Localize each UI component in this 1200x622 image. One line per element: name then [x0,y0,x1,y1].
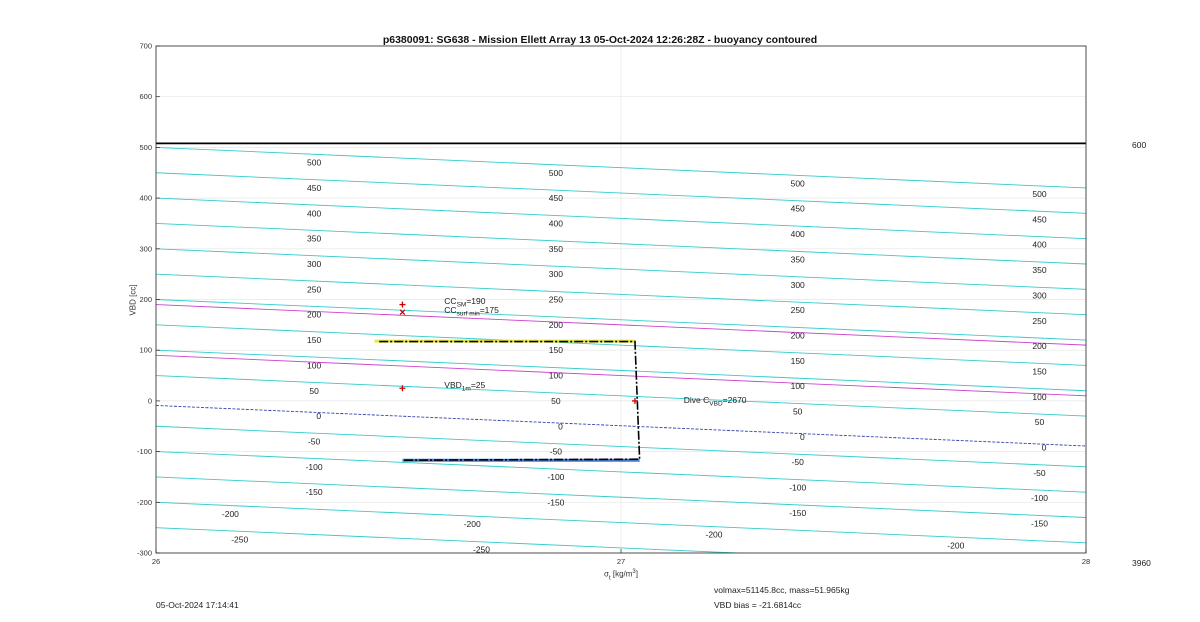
contour-label: -150 [789,507,807,518]
contour-label: 0 [799,431,805,442]
footer-vbd-bias: VBD bias = -21.6814cc [714,600,802,610]
x-axis-label-main: σ [604,569,609,579]
annotation-cc-sm-pre: CC [444,296,457,307]
annotation-cc-surf-pre: CC [444,305,457,316]
y-tick-label: -200 [136,497,152,507]
annotation-dive-c-pre: Dive C [683,395,710,406]
contour-label: -100 [1030,493,1049,504]
annotation-vbd-1m-post: =25 [470,380,486,391]
contour-label: 250 [1032,315,1047,326]
x-axis-label-unit-post: ] [635,569,638,579]
y-tick-label: 600 [139,92,152,102]
chart-title: p6380091: SG638 - Mission Ellett Array 13 05-Oct-2024 12:26:28Z - buoyancy contoured [382,34,818,46]
contour-label: 50 [792,406,803,417]
footer-timestamp: 05-Oct-2024 17:14:41 [156,600,239,610]
contour-label: 400 [1032,239,1047,250]
right-label-3960: 3960 [1132,558,1151,568]
contour-label: -250 [472,544,491,555]
contour-label: 200 [1032,341,1047,352]
contour-label: 500 [1032,189,1047,200]
contour-label: 0 [1041,442,1047,453]
contour-label: 50 [551,395,561,406]
y-tick-label: -100 [136,447,152,457]
contour-label: 100 [790,381,805,392]
annotation-vbd-1m-sub: 1m [461,385,471,393]
contour-label: 450 [1032,214,1047,225]
contour-label: 250 [307,284,322,295]
contour-label: -200 [463,519,481,530]
contour-label: -100 [547,471,565,482]
contour-label: 100 [307,360,322,371]
contour-label: 150 [1032,366,1047,377]
contour-label: -200 [221,508,239,519]
x-tick-label: 27 [616,557,626,566]
contour-label: -150 [1030,518,1049,529]
x-axis-label-unit-pre: [kg/m [610,569,633,579]
annotation-vbd-1m [444,380,485,393]
y-tick-label: -300 [136,548,152,558]
y-axis-label: VBD [cc] [128,284,138,316]
y-tick-label: 100 [139,345,152,355]
contour-label: 200 [307,309,322,320]
contour-label: 300 [1032,290,1047,301]
annotation-cc-sm-post: =190 [466,296,486,307]
right-label-600: 600 [1132,140,1147,150]
annotation-cc-sm-sub: SM [456,301,467,309]
footer-volmax-mass: volmax=51145.8cc, mass=51.965kg [714,585,850,595]
x-axis-label-sub: t [608,575,611,582]
x-axis-label [604,569,638,581]
contour-label: -200 [947,540,965,551]
contour-label: -150 [547,497,565,508]
contour-label: 150 [790,355,805,366]
y-tick-label: 0 [147,396,152,406]
contour-label: 150 [307,335,322,346]
contour-label: 0 [316,411,322,422]
contour-label: 350 [307,233,322,244]
contour-label: 500 [790,178,805,189]
contour-label: 400 [307,208,322,219]
y-tick-label: 700 [139,41,152,51]
y-tick-label: 400 [139,193,152,203]
contour-label: -50 [307,436,321,447]
contour-label: 400 [548,218,563,229]
contour-label: -250 [231,534,249,545]
contour-label: 50 [1034,417,1045,428]
contour-label: 300 [307,259,322,270]
x-tick-label: 26 [151,557,161,566]
contour-label: 50 [309,385,319,396]
contour-label: 300 [548,269,563,280]
contour-label: 350 [548,243,563,254]
contour-label: 150 [548,345,563,356]
y-tick-label: 300 [139,244,152,254]
y-tick-label: 200 [139,295,152,304]
contour-label: -50 [549,446,563,457]
annotation-cc-surf-min [444,305,499,318]
contour-label: 450 [548,193,563,204]
contour-label: 250 [548,294,563,305]
contour-label: -150 [305,487,323,498]
contour-label: 250 [790,305,805,316]
contour-label: -200 [705,529,723,540]
contour-label: 450 [790,203,805,214]
annotation-dive-c-vbd [684,395,747,408]
contour-label: 350 [790,254,805,265]
contour-label: 200 [790,330,805,341]
annotation-cc-surf-sub: surf min [456,310,480,318]
contour-label: -50 [1033,467,1046,478]
y-tick-label: 500 [139,142,152,152]
annotation-vbd-1m-pre: VBD [444,380,462,391]
contour-label: 450 [307,182,322,193]
contour-label: -100 [789,482,807,493]
contour-label: 500 [548,167,563,178]
annotation-cc-surf-post: =175 [479,305,499,316]
annotation-dive-c-sub: VBD [709,401,723,409]
contour-label: 200 [548,319,563,330]
contour-label: 400 [790,229,805,240]
contour-label: -50 [791,457,804,468]
contour-label: 300 [790,279,805,290]
x-tick-label: 28 [1081,557,1091,566]
contour-label: 100 [548,370,563,381]
contour-label: -100 [305,461,323,472]
contour-label: 0 [558,421,563,432]
x-axis-label-unit-sup: 3 [632,569,636,575]
contour-label: 100 [1032,391,1047,402]
contour-label: 350 [1032,265,1047,276]
annotation-dive-c-post: =2670 [722,395,747,406]
contour-label: 500 [307,157,322,168]
